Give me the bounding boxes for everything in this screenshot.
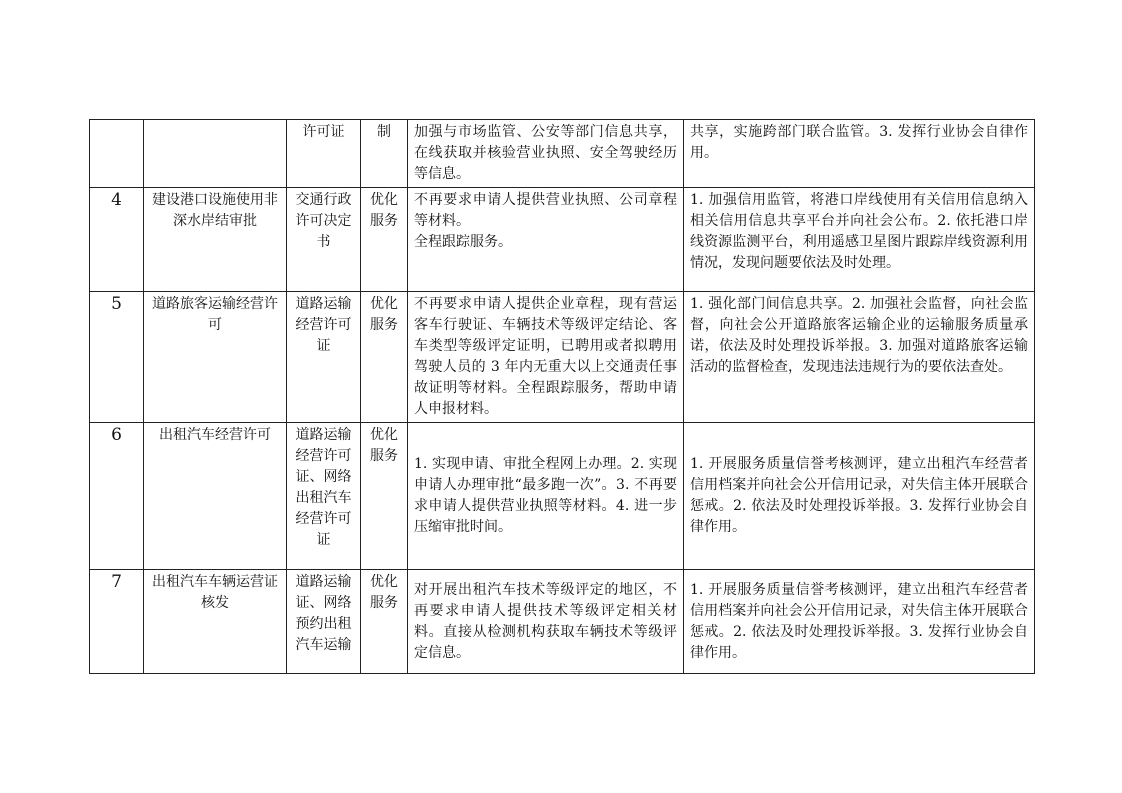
item-name-cell (144, 120, 287, 188)
row-number-cell: 7 (90, 570, 144, 674)
measure-text: 不再要求申请人提供营业执照、公司章程等材料。 (414, 192, 677, 229)
permit-document-cell: 交通行政许可决定书 (287, 188, 361, 292)
table-row (90, 292, 1035, 423)
reform-measures-cell (408, 570, 684, 674)
reform-measures-cell (408, 120, 684, 188)
table-row (90, 423, 1035, 570)
permit-document-cell: 道路运输经营许可证 (287, 292, 361, 423)
supervision-measures-cell: 1. 开展服务质量信誉考核测评，建立出租汽车经营者信用档案并向社会公开信用记录，对失信主体开展联合惩戒。2. 依法及时处理投诉举报。3. 发挥行业协会自律作用。 (684, 570, 1035, 674)
reform-method-cell: 优化服务 (361, 570, 408, 674)
permit-document-cell: 道路运输证、网络预约出租汽车运输 (287, 570, 361, 674)
item-name-cell: 道路旅客运输经营许可 (144, 292, 287, 423)
table-row (90, 570, 1035, 674)
reform-method-cell: 优化服务 (361, 423, 408, 570)
row-number-cell: 5 (90, 292, 144, 423)
measure-text: 1. 实现申请、审批全程网上办理。2. 实现申请人办理审批“最多跑一次”。3. 不再要求申请人提供营业执照等材料。4. 进一步压缩审批时间。 (414, 456, 677, 535)
measure-text: 加强与市场监管、公安等部门信息共享，在线获取并核验营业执照、安全驾驶经历等信息。 (414, 124, 677, 182)
supervision-measures-cell: 1. 强化部门间信息共享。2. 加强社会监督，向社会监督，向社会公开道路旅客运输企业的运输服务质量承诺，依法及时处理投诉举报。3. 加强对道路旅客运输活动的监督检查，发现违法违规行为的要依法查处。 (684, 292, 1035, 423)
supervision-measures-cell: 1. 开展服务质量信誉考核测评，建立出租汽车经营者信用档案并向社会公开信用记录，对失信主体开展联合惩戒。2. 依法及时处理投诉举报。3. 发挥行业协会自律作用。 (684, 423, 1035, 570)
reform-measures-cell (408, 423, 684, 570)
table-row (90, 188, 1035, 292)
row-number-cell: 4 (90, 188, 144, 292)
item-name-cell: 出租汽车经营许可 (144, 423, 287, 570)
measure-text: 全程跟踪服务。 (414, 234, 512, 250)
row-number-cell: 6 (90, 423, 144, 570)
permit-document-cell: 许可证 (287, 120, 361, 188)
reform-measures-cell (408, 188, 684, 292)
supervision-measures-cell: 1. 加强信用监管，将港口岸线使用有关信用信息纳入相关信用信息共享平台并向社会公布。2. 依托港口岸线资源监测平台，利用遥感卫星图片跟踪岸线资源利用情况，发现问题要依法及时处理。 (684, 188, 1035, 292)
row-number-cell (90, 120, 144, 188)
reform-method-cell: 优化服务 (361, 188, 408, 292)
reform-method-cell: 制 (361, 120, 408, 188)
measure-text: 对开展出租汽车技术等级评定的地区，不再要求申请人提供技术等级评定相关材料。直接从检测机构获取车辆技术等级评定信息。 (414, 581, 677, 661)
permit-document-cell: 道路运输经营许可证、网络出租汽车经营许可证 (287, 423, 361, 570)
measure-text: 不再要求申请人提供企业章程，现有营运客车行驶证、车辆技术等级评定结论、客车类型等级评定证明，已聘用或者拟聘用驾驶人员的 3 年内无重大以上交通责任事故证明等材料。全程跟踪服务，帮助申请人申报材料。 (414, 296, 677, 417)
item-name-cell: 出租汽车车辆运营证核发 (144, 570, 287, 674)
supervision-measures-cell: 共享，实施跨部门联合监管。3. 发挥行业协会自律作用。 (684, 120, 1035, 188)
reform-method-cell: 优化服务 (361, 292, 408, 423)
approval-items-table (89, 119, 1035, 674)
item-name-cell: 建设港口设施使用非深水岸结审批 (144, 188, 287, 292)
reform-measures-cell (408, 292, 684, 423)
table-row (90, 120, 1035, 188)
